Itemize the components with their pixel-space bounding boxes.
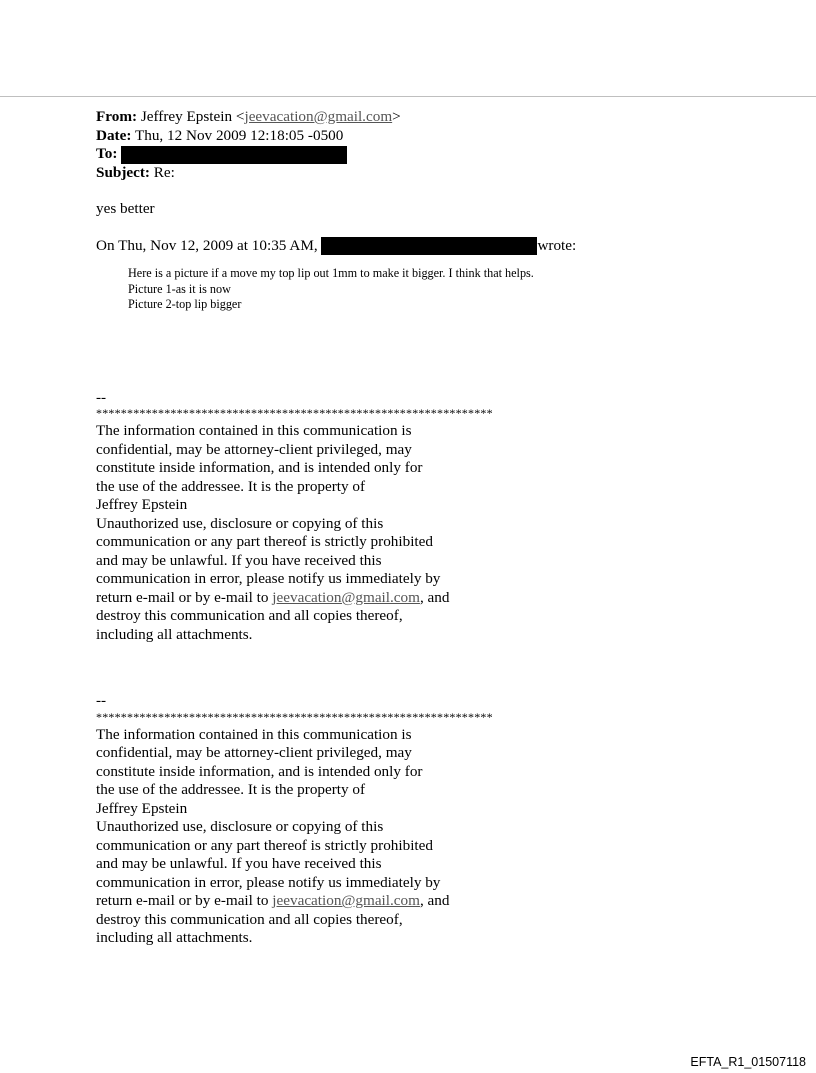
quote-intro-text: On Thu, Nov 12, 2009 at 10:35 AM,: [96, 236, 318, 254]
disclaimer-line: The information contained in this communication is: [96, 422, 412, 440]
disclaimer-line: Jeffrey Epstein: [96, 496, 188, 514]
disclaimer-line: including all attachments.: [96, 625, 253, 643]
disclaimer-line: confidential, may be attorney-client privileged, may: [96, 440, 412, 458]
disclaimer-line: constitute inside information, and is intended only for: [96, 762, 423, 780]
signature-stars: ****************************************************************: [96, 709, 493, 724]
quote-wrote: wrote:: [537, 236, 577, 254]
from-email-link[interactable]: jeevacation@gmail.com: [244, 108, 393, 125]
signature-dash: --: [96, 692, 107, 710]
disclaimer-line: communication in error, please notify us immediately by: [96, 570, 441, 588]
reply-text: yes better: [96, 200, 155, 218]
disclaimer-line: confidential, may be attorney-client privileged, may: [96, 744, 412, 762]
disclaimer-line: communication in error, please notify us immediately by: [96, 873, 441, 891]
quoted-message: [128, 266, 716, 313]
to-label: To:: [96, 145, 118, 162]
return-email-link[interactable]: jeevacation@gmail.com: [272, 892, 420, 910]
signature-dash: --: [96, 388, 107, 406]
quoted-line: Picture 1-as it is now: [128, 281, 231, 296]
redaction-bar: [321, 237, 537, 255]
subject-label: Subject:: [96, 163, 150, 181]
disclaimer-line: and may be unlawful. If you have received this: [96, 551, 382, 569]
return-post: , and: [419, 588, 450, 606]
return-post: , and: [419, 892, 450, 910]
signature-stars: ****************************************************************: [96, 406, 493, 421]
from-name: Jeffrey Epstein: [140, 108, 233, 125]
disclaimer-line: [96, 892, 716, 911]
quote-intro: [96, 237, 716, 256]
date-value: Thu, 12 Nov 2009 12:18:05 -0500: [134, 126, 344, 144]
quoted-line: Picture 2-top lip bigger: [128, 297, 242, 312]
from-line: From: Jeffrey Epstein <jeevacation@gmail.com>: [96, 108, 401, 125]
disclaimer-line: communication or any part thereof is strictly prohibited: [96, 533, 433, 551]
disclaimer-line: Jeffrey Epstein: [96, 799, 188, 817]
disclaimer-line: including all attachments.: [96, 929, 253, 947]
subject-value: Re:: [153, 163, 175, 181]
from-label: From:: [96, 108, 138, 125]
disclaimer-line: Unauthorized use, disclosure or copying of this: [96, 514, 384, 532]
return-pre: return e-mail or by e-mail to: [96, 892, 269, 910]
date-line: [96, 127, 716, 146]
disclaimer-line: Unauthorized use, disclosure or copying of this: [96, 818, 384, 836]
return-email-link[interactable]: jeevacation@gmail.com: [272, 588, 420, 606]
to-line: [96, 145, 716, 164]
disclaimer-text: [96, 726, 716, 948]
disclaimer-line: destroy this communication and all copies thereof,: [96, 910, 403, 928]
disclaimer-line: [96, 589, 716, 608]
quoted-line: Here is a picture if a move my top lip out 1mm to make it bigger. I think that helps.: [128, 266, 534, 281]
disclaimer-line: destroy this communication and all copies thereof,: [96, 607, 403, 625]
email-content: [96, 108, 716, 948]
disclaimer-text: [96, 422, 716, 644]
disclaimer-line: communication or any part thereof is strictly prohibited: [96, 836, 433, 854]
date-label: Date:: [96, 126, 132, 144]
subject-line: [96, 164, 716, 183]
redaction-bar: [121, 146, 347, 164]
disclaimer-line: constitute inside information, and is intended only for: [96, 459, 423, 477]
page-divider: [0, 96, 816, 97]
disclaimer-line: The information contained in this communication is: [96, 725, 412, 743]
disclaimer-line: and may be unlawful. If you have received this: [96, 855, 382, 873]
signature-block: [96, 389, 716, 645]
disclaimer-line: the use of the addressee. It is the property of: [96, 477, 366, 495]
document-id: EFTA_R1_01507118: [690, 1055, 806, 1069]
signature-block: [96, 692, 716, 948]
disclaimer-line: the use of the addressee. It is the property of: [96, 781, 366, 799]
return-pre: return e-mail or by e-mail to: [96, 588, 269, 606]
